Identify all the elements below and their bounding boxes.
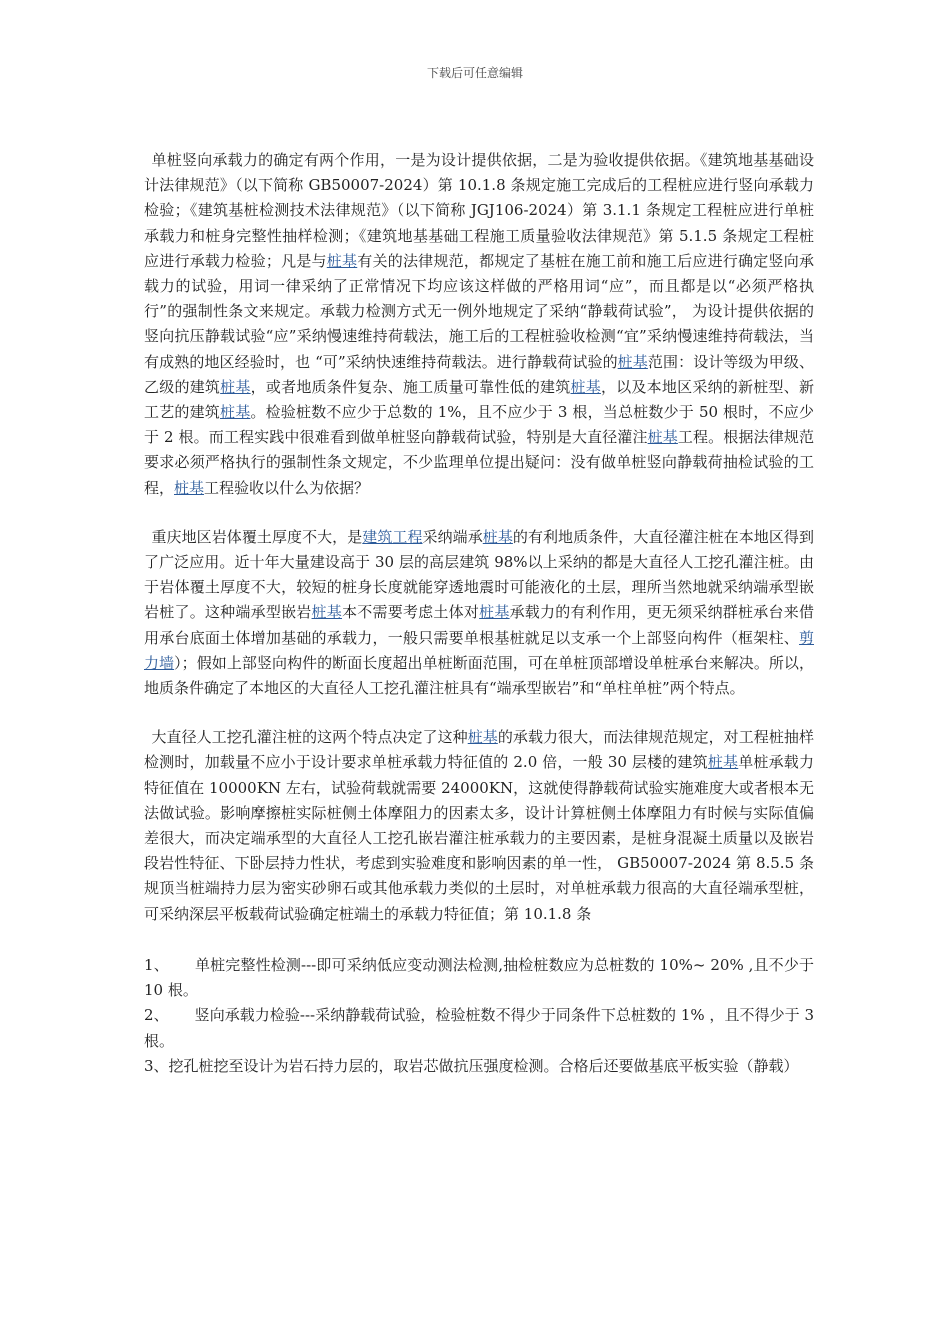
text-run: 大直径人工挖孔灌注桩的这两个特点决定了这种 xyxy=(151,728,468,747)
text-run: 。检验桩数不应少于总数的 1%，且不应少于 3 根，当总桩数少于 50 根时，不应少于 2 根。而工程实践中很难看到做单桩竖向静载荷试验，特别是大直径灌注 xyxy=(144,403,814,447)
list-item xyxy=(144,1003,814,1053)
hyperlink[interactable]: 桩基 xyxy=(482,527,513,546)
document-body xyxy=(144,148,814,1079)
hyperlink[interactable]: 建筑工程 xyxy=(362,527,423,546)
hyperlink[interactable]: 桩基 xyxy=(220,377,251,396)
text-run: 工程验收以什么为依据？ xyxy=(204,478,370,497)
paragraphs xyxy=(144,148,814,927)
hyperlink[interactable]: 桩基 xyxy=(326,251,358,270)
text-run: ，以及本地区采纳的新桩型、新工艺的建筑 xyxy=(144,377,814,422)
text-run: 单桩承载力特征值在 10000KN 左右，试验荷载就需要 24000KN，这就使得静载荷试验实施难度大或者根本无法做试验。影响摩擦桩实际桩侧土体摩阻力的因素太多，设计计算桩侧土体摩阻力有时候与实际值偏差很大，而决定端承型的大直径人工挖孔嵌岩灌注桩承载力的主要因素，是桩身混凝土质量以及嵌岩段岩性特征、下卧层持力性状，考虑到实验难度和影响因素的单一性， GB50007-2024 第 8.5.5 条规顶当桩端持力层为密实砂卵石或其他承载力类似的土层时，对单桩承载力很高的大直径端承型桩，可采纳深层平板载荷试验确定桩端土的承载力特征值；第 10.1.8 条 xyxy=(144,753,814,923)
header-text: 下载后可任意编辑 xyxy=(426,66,523,80)
hyperlink[interactable]: 桩基 xyxy=(479,603,510,622)
list-number: 1、 xyxy=(144,955,169,974)
text-run: 工程。根据法律规范要求必须严格执行的强制性条文规定，不少监理单位提出疑问：没有做单桩竖向静载荷抽检试验的工程， xyxy=(144,428,814,497)
hyperlink[interactable]: 桩基 xyxy=(174,478,205,497)
hyperlink[interactable]: 桩基 xyxy=(570,377,601,396)
text-run: 范围：设计等级为甲级、乙级的建筑 xyxy=(144,352,814,396)
hyperlink[interactable]: 剪力墙 xyxy=(144,628,814,672)
hyperlink[interactable]: 桩基 xyxy=(617,352,648,371)
text-run: 采纳端承 xyxy=(422,527,483,546)
paragraph-3 xyxy=(144,725,814,927)
hyperlink[interactable]: 桩基 xyxy=(311,603,343,622)
text-run: 本不需要考虑土体对 xyxy=(342,603,480,622)
text-run: 重庆地区岩体覆土厚度不大，是 xyxy=(151,527,363,546)
text-run: ，或者地质条件复杂、施工质量可靠性低的建筑 xyxy=(250,377,571,396)
numbered-list xyxy=(144,953,814,1079)
text-run: 的有利地质条件，大直径灌注桩在本地区得到了广泛应用。近十年大量建设高于 30 层的高层建筑 98%以上采纳的都是大直径人工挖孔灌注桩。由于岩体覆土厚度不大，较短的桩身长度就能穿透地震时可能液化的土层，理所当然地就采纳端承型嵌岩桩了。这种端承型嵌岩 xyxy=(144,527,814,622)
text-run: 单桩竖向承载力的确定有两个作用，一是为设计提供依据，二是为验收提供依据。《建筑地基基础设计法律规范》（以下简称 GB50007-2024）第 10.1.8 条规定施工完成后的工程桩应进行竖向承载力检验；《建筑基桩检测技术法律规范》（以下简称 JGJ106-2024）第 3.1.1 条规定工程桩应进行单桩承载力和桩身完整性抽样检测；《建筑地基基础工程施工质量验收法律规范》第 5.1.5 条规定工程桩应进行承载力检验；凡是与 xyxy=(144,151,814,270)
text-run: ）；假如上部竖向构件的断面长度超出单桩断面范围，可在单桩顶部增设单桩承台来解决。所以，地质条件确定了本地区的大直径人工挖孔灌注桩具有“端承型嵌岩”和“单柱单桩”两个特点。 xyxy=(144,653,814,698)
list-item xyxy=(144,1054,814,1079)
paragraph-1 xyxy=(144,148,814,501)
text-run: 有关的法律规范，都规定了基桩在施工前和施工后应进行确定竖向承载力的试验，用词一律采纳了正常情况下均应该这样做的严格用词“应”，而且都是以“必须严格执行”的强制性条文来规定。承载力检测方式无一例外地规定了采纳“静载荷试验”， 为设计提供依据的竖向抗压静载试验“应”采纳慢速维持荷载法，施工后的工程桩验收检测“宜”采纳慢速维持荷载法，当有成熟的地区经验时，也 “可”采纳快速维持荷载法。进行静载荷试验的 xyxy=(144,251,814,371)
list-text: 挖孔桩挖至设计为岩石持力层的，取岩芯做抗压强度检测。合格后还要做基底平板实验（静载） xyxy=(168,1056,799,1075)
hyperlink[interactable]: 桩基 xyxy=(220,403,251,422)
hyperlink[interactable]: 桩基 xyxy=(467,728,498,747)
list-item xyxy=(144,953,814,1003)
text-run: 承载力的有利作用，更无须采纳群桩承台来借用承台底面土体增加基础的承载力，一般只需要单根基桩就足以支承一个上部竖向构件（框架柱、 xyxy=(144,603,814,647)
text-run: 的承载力很大，而法律规范规定，对工程桩抽样检测时，加载量不应小于设计要求单桩承载力特征值的 2.0 倍，一般 30 层楼的建筑 xyxy=(144,728,814,772)
list-number: 2、 xyxy=(144,1006,169,1025)
list-text: 竖向承载力检验---采纳静载荷试验，检验桩数不得少于同条件下总桩数的 1% ，且不得少于 3 根。 xyxy=(144,1006,814,1050)
list-number: 3、 xyxy=(144,1056,169,1075)
list-text: 单桩完整性检测---即可采纳低应变动测法检测,抽检桩数应为总桩数的 10%~ 20% ,且不少于 10 根。 xyxy=(144,955,814,1000)
hyperlink[interactable]: 桩基 xyxy=(647,428,678,447)
page-header xyxy=(0,64,950,81)
paragraph-2 xyxy=(144,525,814,701)
hyperlink[interactable]: 桩基 xyxy=(707,753,739,772)
